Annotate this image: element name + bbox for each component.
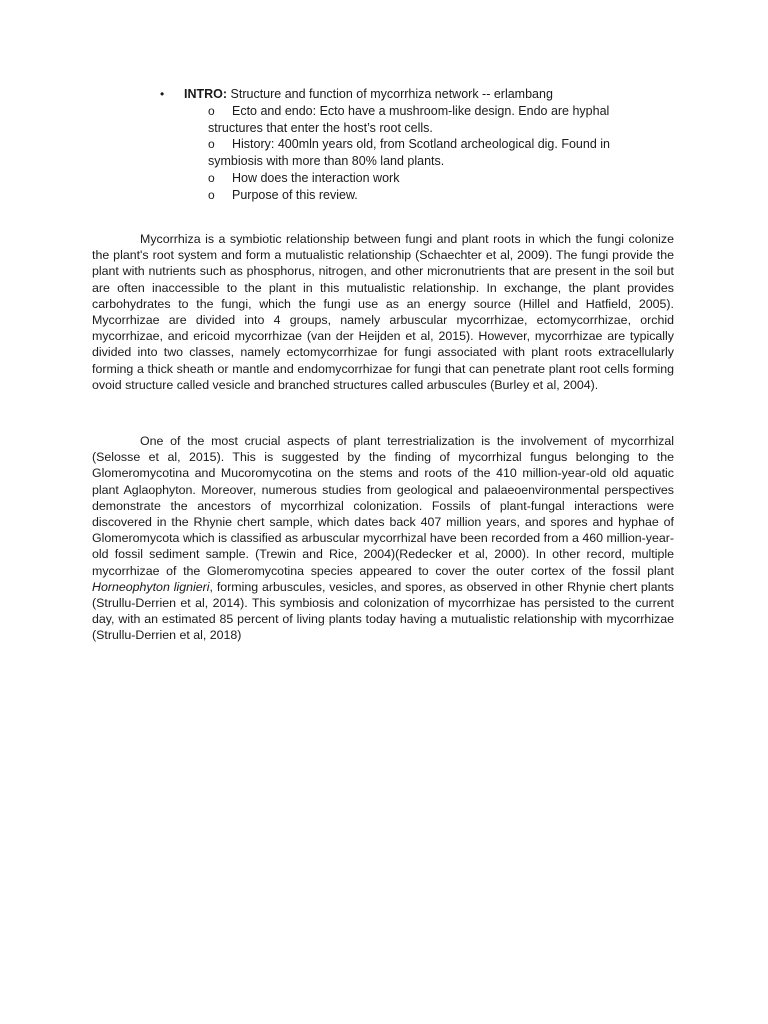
body-paragraph-1: Mycorrhiza is a symbiotic relationship between fungi and plant roots in which the fungi colonize the plant's root system and form a mutualistic relationship (Schaechter et al, 2009). The fungi provide the plant with nutrients such as phosphorus, nitrogen, and other micronutrients that are present in the soil but are often inaccessible to the plant in this mutualistic relationship. In exchange, the plant provides carbohydrates to the fungi, which the fungi use as an energy source (Hillel and Hatfield, 2005). Mycorrhizae are divided into 4 groups, namely arbuscular mycorrhizae, ectomycorrhizae, orchid mycorrhizae, and ericoid mycorrhizae (van der Heijden et al, 2015). However, mycorrhizae are typically divided into two classes, namely ectomycorrhizae for fungi associated with plant roots extracellularly forming a thick sheath or mantle and endomycorrhizae for fungi that can penetrate plant root cells forming ovoid structure called vesicle and branched structures called arbuscules (Burley et al, 2004). <box>92 232 674 392</box>
subitem-text: Ecto and endo: Ecto have a mushroom-like design. Endo are hyphal structures that enter the host’s root cells. <box>208 103 610 135</box>
intro-label: INTRO: <box>184 87 228 101</box>
outline-subitem <box>160 103 640 137</box>
outline-subitem <box>160 170 640 187</box>
outline-list <box>160 86 640 204</box>
subitem-text: History: 400mln years old, from Scotland archeological dig. Found in symbiosis with more than 80% land plants. <box>208 137 610 169</box>
outline-subitem <box>160 187 640 204</box>
sub-bullet-icon: o <box>208 103 215 118</box>
sub-bullet-icon: o <box>208 137 215 152</box>
sub-bullet-icon: o <box>208 187 215 202</box>
subitem-text: How does the interaction work <box>232 170 400 185</box>
paragraph-2-text-b: , forming arbuscules, vesicles, and spores, as observed in other Rhynie chert plants (Strullu-Derrien et al, 2014). This symbiosis and colonization of mycorrhizae has persisted to the current day, with an estimated 85 percent of living plants today having a mutualistic relationship with mycorrhizae (Strullu-Derrien et al, 2018) <box>92 579 674 643</box>
bullet-icon: • <box>160 87 165 101</box>
sub-bullet-icon: o <box>208 170 215 185</box>
paragraph-2-text-a: One of the most crucial aspects of plant terrestrialization is the involvement of mycorrhizal (Selosse et al, 2015). This is suggested by the finding of mycorrhizal fungus belonging to the Glomeromycotina and Mucoromycotina on the stems and roots of the 410 million-year-old old aquatic plant Aglaophyton. Moreover, numerous studies from geological and palaeoenvironmental perspectives demonstrate the ancestors of mycorrhizal colonization. Fossils of plant-fungal interactions were discovered in the Rhynie chert sample, which dates back 407 million years, and spores and hyphae of Glomeromycota which is classified as arbuscular mycorrhizal have been recorded from a 460 million-year-old fossil sediment sample. (Trewin and Rice, 2004)(Redecker et al, 2000). In other record, multiple mycorrhizae of the Glomeromycotina species appeared to cover the outer cortex of the fossil plant <box>92 434 674 578</box>
subitem-text: Purpose of this review. <box>232 187 358 202</box>
outline-item-intro <box>160 86 640 103</box>
species-name: Horneophyton lignieri <box>92 579 210 594</box>
intro-text: Structure and function of mycorrhiza network -- erlambang <box>227 87 553 101</box>
outline-subitem <box>160 136 640 170</box>
body-paragraph-2 <box>92 433 674 644</box>
